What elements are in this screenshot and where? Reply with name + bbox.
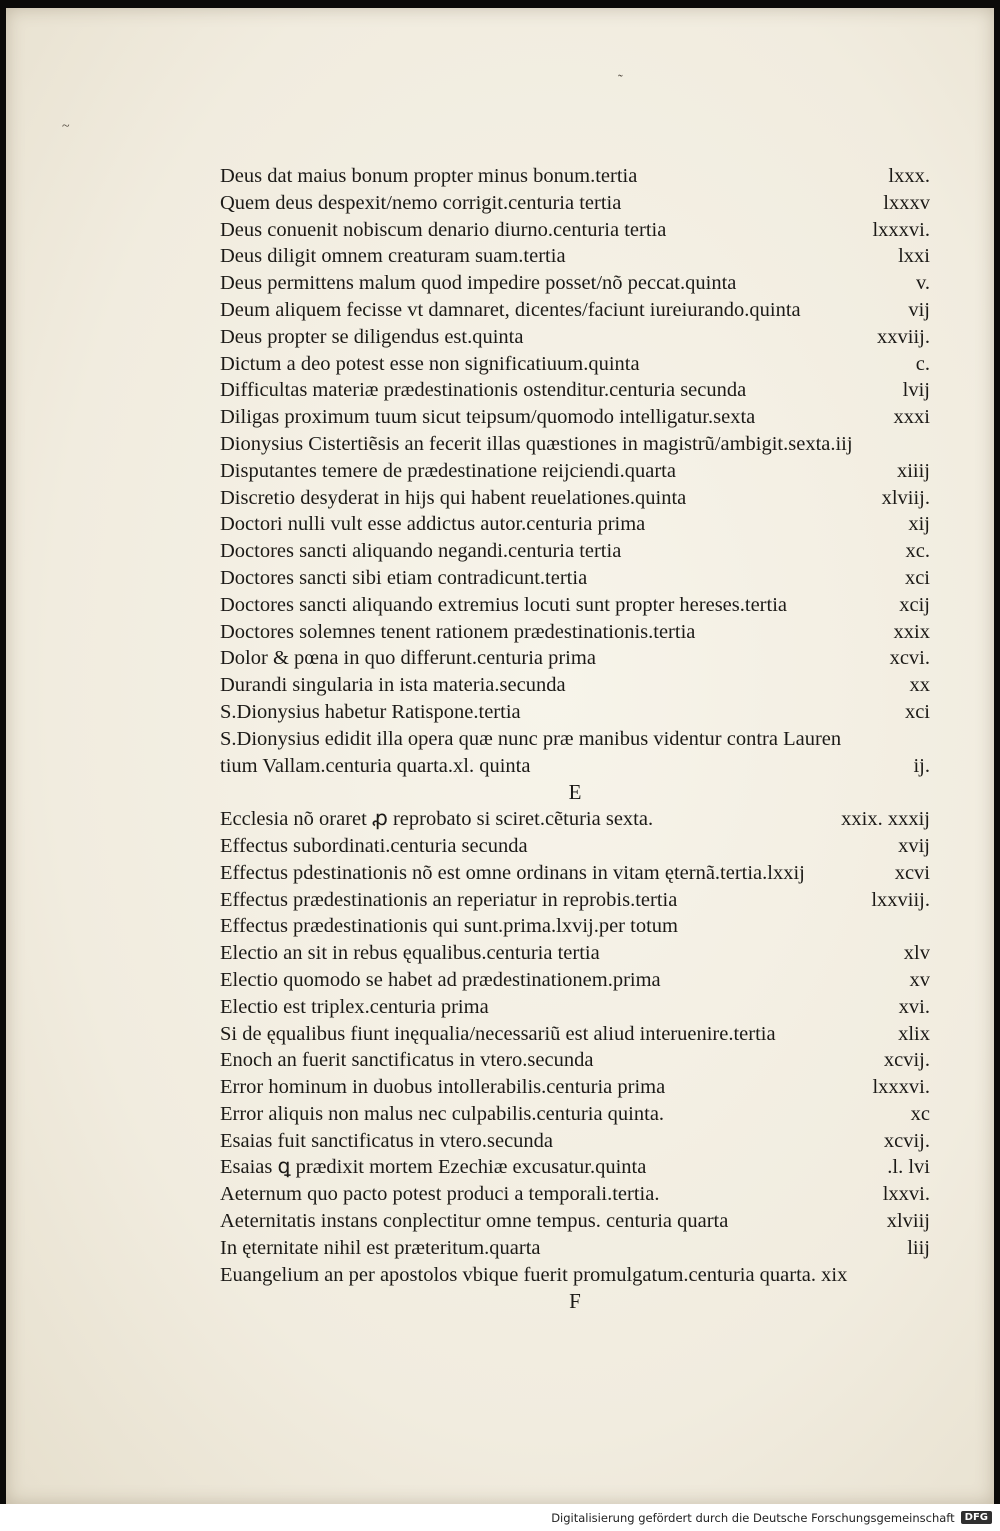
entry-text: Discretio desyderat in hijs qui habent reuelationes.quinta: [220, 486, 687, 509]
index-entry: [220, 940, 930, 967]
index-entry: [220, 672, 930, 699]
entry-text: Ecclesia nõ oraret ꝓ reprobato si sciret.cẽturia sexta.: [220, 808, 654, 831]
entry-text: F: [569, 1289, 581, 1314]
entry-reference: lxxxv: [883, 191, 930, 214]
entry-text: In ęternitate nihil est præteritum.quarta: [220, 1236, 541, 1259]
index-entry: [220, 270, 930, 297]
section-letter: [220, 779, 930, 806]
entry-reference: lxxi: [898, 245, 930, 268]
index-entry: [220, 619, 930, 646]
index-entry: [220, 1181, 930, 1208]
entry-reference: liij: [907, 1236, 930, 1259]
entry-text: Effectus prædestinationis qui sunt.prima.lxvij.per totum: [220, 915, 678, 938]
entry-text: Durandi singularia in ista materia.secunda: [220, 674, 566, 697]
entry-reference: lxxxvi.: [872, 1076, 930, 1099]
entry-text: Aeternitatis instans conplectitur omne tempus. centuria quarta: [220, 1210, 729, 1233]
index-entry: [220, 351, 930, 378]
entry-reference: lxxx.: [888, 165, 930, 187]
entry-text: Doctores solemnes tenent rationem prædestinationis.tertia: [220, 620, 696, 643]
entry-reference: ij.: [913, 754, 930, 777]
entry-text: Dictum a deo potest esse non significatiuum.quinta: [220, 352, 640, 375]
index-entry: [220, 833, 930, 860]
index-entry: [220, 887, 930, 914]
entry-text: Doctori nulli vult esse addictus autor.centuria prima: [220, 513, 646, 536]
index-entry: [220, 324, 930, 351]
entry-reference: xc.: [905, 540, 930, 563]
entry-text: Electio quomodo se habet ad prædestinationem.prima: [220, 968, 661, 991]
ink-speck: ˜: [618, 73, 623, 88]
index-entry: [220, 297, 930, 324]
entry-text: Difficultas materiæ prædestinationis ostenditur.centuria secunda: [220, 379, 747, 402]
index-entry: [220, 860, 930, 887]
entry-text: Electio an sit in rebus ęqualibus.centuria tertia: [220, 942, 600, 965]
index-entry: [220, 404, 930, 431]
entry-reference: xiiij: [896, 459, 930, 482]
entry-text: Deus diligit omnem creaturam suam.tertia: [220, 245, 566, 268]
entry-text: Dolor & pœna in quo differunt.centuria prima: [220, 647, 596, 670]
entry-text: Esaias ꝗ prædixit mortem Ezechiæ excusatur.quinta: [220, 1156, 647, 1179]
index-entry: [220, 190, 930, 217]
entry-reference: lvij: [902, 379, 930, 402]
index-entry: [220, 431, 930, 458]
index-entry: [220, 538, 930, 565]
entry-text: E: [568, 780, 582, 805]
entry-reference: lxxvi.: [882, 1183, 930, 1206]
entry-text: Error aliquis non malus nec culpabilis.centuria quinta.: [220, 1102, 665, 1125]
entry-text: tium Vallam.centuria quarta.xl. quinta: [220, 754, 531, 777]
index-entry: [220, 565, 930, 592]
entry-text: Effectus prædestinationis an reperiatur in reprobis.tertia: [220, 888, 678, 911]
entry-reference: xxxi: [893, 406, 930, 429]
entry-text: Electio est triplex.centuria prima: [220, 995, 489, 1018]
entry-text: Dionysius Cistertiẽsis an fecerit illas quæstiones in magistrũ/ambigit.sexta.iij: [220, 432, 853, 455]
index-entry: [220, 1047, 930, 1074]
entry-reference: xlix: [898, 1022, 930, 1045]
index-entry: [220, 1235, 930, 1262]
index-entry: [220, 1128, 930, 1155]
index-entries: [220, 163, 930, 1315]
index-entry: [220, 699, 930, 726]
entry-text: Diligas proximum tuum sicut teipsum/quomodo intelligatur.sexta: [220, 406, 756, 429]
entry-reference: xcij: [899, 593, 930, 616]
entry-reference: vij: [908, 298, 930, 321]
entry-reference: xlviij.: [881, 486, 930, 509]
entry-reference: xij: [908, 513, 930, 536]
entry-reference: xci: [904, 566, 930, 589]
index-entry: [220, 994, 930, 1021]
entry-reference: .l. lvi: [887, 1156, 930, 1179]
ink-speck: ~: [62, 119, 70, 134]
entry-reference: c.: [915, 352, 930, 375]
entry-reference: xv: [909, 968, 930, 991]
entry-reference: xcvi.: [889, 647, 930, 670]
footer-text: Digitalisierung gefördert durch die Deutsche Forschungsgemeinschaft: [551, 1510, 955, 1525]
entry-text: Doctores sancti aliquando negandi.centuria tertia: [220, 540, 622, 563]
entry-reference: xcvij.: [883, 1129, 930, 1152]
entry-text: Quem deus despexit/nemo corrigit.centuria tertia: [220, 191, 622, 214]
entry-reference: xxix: [893, 620, 930, 643]
index-entry: [220, 645, 930, 672]
entry-text: Effectus subordinati.centuria secunda: [220, 834, 528, 857]
entry-reference: xlviij: [886, 1210, 930, 1233]
entry-reference: xci: [904, 700, 930, 723]
dfg-logo: DFG: [961, 1511, 992, 1524]
entry-reference: lxxxvi.: [872, 218, 930, 241]
index-entry: [220, 1021, 930, 1048]
index-entry: [220, 163, 930, 190]
section-letter: [220, 1288, 930, 1315]
entry-reference: xcvi: [894, 861, 930, 884]
entry-text: Disputantes temere de prædestinatione reijciendi.quarta: [220, 459, 676, 482]
index-entry: [220, 217, 930, 244]
entry-text: Deus permittens malum quod impedire posset/nõ peccat.quinta: [220, 272, 737, 295]
index-entry: [220, 726, 930, 753]
entry-reference: v.: [915, 272, 930, 295]
index-entry: [220, 485, 930, 512]
index-entry: [220, 1101, 930, 1128]
index-entry: [220, 1074, 930, 1101]
footer-bar: [0, 1504, 1000, 1531]
entry-reference: lxxviij.: [871, 888, 930, 911]
entry-text: Deus propter se diligendus est.quinta: [220, 325, 524, 348]
entry-reference: xc: [910, 1102, 930, 1125]
index-entry: [220, 377, 930, 404]
index-entry: [220, 243, 930, 270]
book-page: [6, 8, 994, 1504]
entry-text: Aeternum quo pacto potest produci a temporali.tertia.: [220, 1183, 660, 1206]
index-entry: [220, 1208, 930, 1235]
index-entry: [220, 913, 930, 940]
entry-text: Deus dat maius bonum propter minus bonum.tertia: [220, 165, 638, 187]
index-entry: [220, 458, 930, 485]
entry-reference: xvij: [898, 834, 930, 857]
entry-reference: xcvij.: [883, 1049, 930, 1072]
entry-text: S.Dionysius habetur Ratispone.tertia: [220, 700, 521, 723]
entry-text: Doctores sancti sibi etiam contradicunt.tertia: [220, 566, 588, 589]
entry-text: Enoch an fuerit sanctificatus in vtero.secunda: [220, 1049, 594, 1072]
entry-reference: xlv: [903, 942, 930, 965]
index-entry: [220, 753, 930, 780]
entry-text: Si de ęqualibus fiunt inęqualia/necessariũ est aliud interuenire.tertia: [220, 1022, 776, 1045]
entry-text: Doctores sancti aliquando extremius locuti sunt propter hereses.tertia: [220, 593, 787, 616]
entry-reference: xvi.: [898, 995, 930, 1018]
entry-text: Euangelium an per apostolos vbique fuerit promulgatum.centuria quarta. xix: [220, 1263, 848, 1286]
entry-reference: xx: [909, 674, 930, 697]
index-entry: [220, 1154, 930, 1181]
entry-text: Deum aliquem fecisse vt damnaret, dicentes/faciunt iureiurando.quinta: [220, 298, 801, 321]
entry-text: Esaias fuit sanctificatus in vtero.secunda: [220, 1129, 554, 1152]
entry-reference: xxviij.: [877, 325, 930, 348]
entry-text: Effectus pdestinationis nõ est omne ordinans in vitam ęternã.tertia.lxxij: [220, 861, 805, 884]
index-entry: [220, 967, 930, 994]
index-entry: [220, 806, 930, 833]
index-entry: [220, 592, 930, 619]
entry-text: S.Dionysius edidit illa opera quæ nunc præ manibus videntur contra Lauren: [220, 727, 842, 750]
entry-text: Error hominum in duobus intollerabilis.centuria prima: [220, 1076, 666, 1099]
entry-reference: xxix. xxxij: [841, 808, 930, 831]
index-entry: [220, 1262, 930, 1289]
index-entry: [220, 511, 930, 538]
entry-text: Deus conuenit nobiscum denario diurno.centuria tertia: [220, 218, 667, 241]
